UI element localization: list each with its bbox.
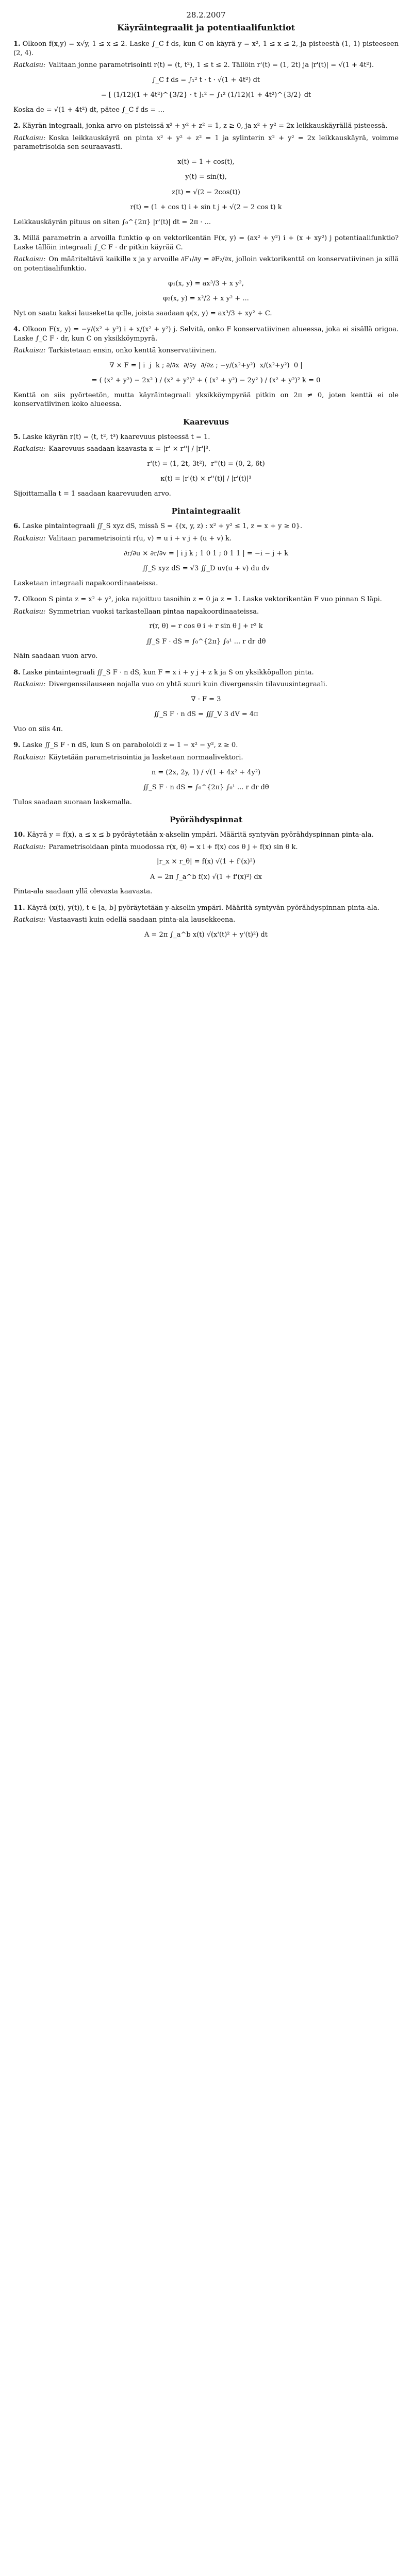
solution-conclusion: Pinta-ala saadaan yllä olevasta kaavasta. xyxy=(13,888,153,896)
problem-question: Olkoon S pinta z = x² + y², joka rajoittuu tasoihin z = 0 ja z = 1. Laske vektorikentän F vuo pinnan S läpi. xyxy=(22,596,382,604)
solution xyxy=(13,916,399,925)
solution xyxy=(13,753,399,762)
solution-text: Tarkistetaan ensin, onko kenttä konservatiivinen. xyxy=(48,347,217,355)
document xyxy=(0,0,412,957)
problem xyxy=(13,122,399,227)
solution xyxy=(13,445,399,454)
solution-text: Divergenssilauseen nojalla vuo on yhtä suuri kuin divergenssin tilavuusintegraali. xyxy=(48,681,327,689)
math-display: A = 2π ∫_a^b f(x) √(1 + f'(x)²) dx xyxy=(150,873,262,881)
problem-statement xyxy=(13,234,399,252)
solution-conclusion: Kenttä on siis pyörteetön, mutta käyräintegraali yksikköympyrää pitkin on 2π ≠ 0, joten kenttä ei ole konservatiivinen koko alueessa. xyxy=(13,391,399,409)
problem-statement xyxy=(13,595,399,604)
section-title: Pyörähdyspinnat xyxy=(170,815,242,825)
solution-text: Parametrisoidaan pinta muodossa r(x, θ) = x i + f(x) cos θ j + f(x) sin θ k. xyxy=(48,843,298,851)
solution-conclusion: Nyt on saatu kaksi lauseketta φ:lle, joista saadaan φ(x, y) = ax³/3 + xy² + C. xyxy=(13,309,272,317)
math-display: x(t) = 1 + cos(t), xyxy=(177,158,235,166)
problem xyxy=(13,831,399,896)
math-display: φ₁(x, y) = ax³/3 + x y², xyxy=(168,279,244,287)
solution-label: Ratkaisu: xyxy=(13,607,46,616)
solution-label: Ratkaisu: xyxy=(13,445,46,453)
problem-statement xyxy=(13,522,399,531)
solution-conclusion: Tulos saadaan suoraan laskemalla. xyxy=(13,798,132,806)
math-display: r'(t) = (1, 2t, 3t²), r''(t) = (0, 2, 6t) xyxy=(147,460,265,468)
solution-label: Ratkaisu: xyxy=(13,843,46,851)
solution-conclusion: Leikkauskäyrän pituus on siten ∫₀^{2π} |r'(t)| dt = 2π · ... xyxy=(13,218,211,226)
problem xyxy=(13,741,399,807)
solution-text: Vastaavasti kuin edellä saadaan pinta-ala lausekkeena. xyxy=(48,916,236,924)
section-title: Pintaintegraalit xyxy=(171,506,241,516)
math-display: ∬_S xyz dS = √3 ∬_D uv(u + v) du dv xyxy=(142,565,270,573)
math-display: ∫_C f ds = ∫₁² t · t · √(1 + 4t²) dt xyxy=(152,76,260,84)
problem-statement xyxy=(13,831,399,840)
solution-label: Ratkaisu: xyxy=(13,753,46,761)
problem xyxy=(13,904,399,940)
math-display: κ(t) = |r'(t) × r''(t)| / |r'(t)|³ xyxy=(160,475,252,483)
solution-label: Ratkaisu: xyxy=(13,916,46,924)
solution xyxy=(13,680,399,689)
problem-statement xyxy=(13,40,399,58)
math-display: φ₂(x, y) = x²/2 + x y² + ... xyxy=(163,295,249,303)
math-display: y(t) = sin(t), xyxy=(185,173,227,181)
problem-question: Laske pintaintegraali ∬_S F · n dS, kun F = x i + y j + z k ja S on yksikköpallon pinta. xyxy=(22,668,314,676)
section-kaarevuus xyxy=(13,417,399,499)
problem-question: Laske ∬_S F · n dS, kun S on paraboloidi z = 1 − x² − y², z ≥ 0. xyxy=(22,741,238,750)
problem xyxy=(13,595,399,661)
math-display: A = 2π ∫_a^b x(t) √(x'(t)² + y'(t)²) dt xyxy=(144,930,268,939)
solution-label: Ratkaisu: xyxy=(13,256,46,264)
math-display: ∇ · F = 3 xyxy=(191,695,221,703)
solution-label: Ratkaisu: xyxy=(13,347,46,355)
problem-question: Laske pintaintegraali ∬_S xyz dS, missä S = {(x, y, z) : x² + y² ≤ 1, z = x + y ≥ 0}. xyxy=(22,522,303,531)
problem xyxy=(13,40,399,114)
math-display: ∬_S F · n dS = ∫₀^{2π} ∫₀¹ ... r dr dθ xyxy=(143,784,269,791)
section-pintaintegraalit xyxy=(13,506,399,807)
solution-label: Ratkaisu: xyxy=(13,681,46,689)
problem-question: Käyrän integraali, jonka arvo on pisteissä x² + y² + z² = 1, z ≥ 0, ja x² + y² = 2x leikkauskäyrällä pisteessä. xyxy=(22,122,388,130)
problem-number: 11. xyxy=(13,904,25,912)
section-pyoraahdyspinnat xyxy=(13,815,399,940)
solution xyxy=(13,134,399,152)
problem-number: 8. xyxy=(13,668,21,676)
solution xyxy=(13,255,399,273)
problem-number: 9. xyxy=(13,741,21,750)
sections-container xyxy=(13,40,399,940)
problem-question: Käyrä (x(t), y(t)), t ∈ [a, b] pyöräytetään y-akselin ympäri. Määritä syntyvän pyörähdyspinnan pinta-ala. xyxy=(27,904,380,912)
solution xyxy=(13,534,399,544)
solution-conclusion: Koska de = √(1 + 4t²) dt, pätee ∫_C f ds = ... xyxy=(13,106,164,114)
problem-question: Olkoon f(x,y) = x√y, 1 ≤ x ≤ 2. Laske ∫_C f ds, kun C on käyrä y = x², 1 ≤ x ≤ 2, ja pisteestä (1, 1) pisteeseen (2, 4). xyxy=(13,40,399,57)
problem-number: 1. xyxy=(13,40,21,48)
math-display: ∬_S F · n dS = ∭_V 3 dV = 4π xyxy=(154,710,258,719)
solution-label: Ratkaisu: xyxy=(13,61,46,70)
solution xyxy=(13,61,399,70)
solution xyxy=(13,346,399,355)
solution-label: Ratkaisu: xyxy=(13,535,46,543)
problem-number: 3. xyxy=(13,234,21,243)
math-display: ∇ × F = | i j k ; ∂/∂x ∂/∂y ∂/∂z ; −y/(x²+y²) x/(x²+y²) 0 | xyxy=(109,361,303,369)
problem-number: 4. xyxy=(13,326,21,334)
problem-statement xyxy=(13,433,399,442)
math-display: ∬_S F · dS = ∫₀^{2π} ∫₀¹ ... r dr dθ xyxy=(146,637,266,646)
solution-text: Valitaan jonne parametrisointi r(t) = (t, t²), 1 ≤ t ≤ 2. Tällöin r'(t) = (1, 2t) ja |r'(t)| = √(1 + 4t²). xyxy=(48,61,374,70)
problem-statement xyxy=(13,325,399,343)
solution-conclusion: Vuo on siis 4π. xyxy=(13,725,63,733)
math-display: r(t) = (1 + cos t) i + sin t j + √(2 − 2 cos t) k xyxy=(130,204,282,212)
solution-text: On määriteltävä kaikille x ja y arvoille ∂F₁/∂y = ∂F₂/∂x, jolloin vektorikenttä on konservatiivinen ja sillä on potentiaalifunktio. xyxy=(13,256,399,273)
problem-question: Olkoon F(x, y) = −y/(x² + y²) i + x/(x² + y²) j. Selvitä, onko F konservatiivinen alueessa, joka ei sisällä origoa. Laske ∫_C F · dr, kun C on yksikköympyrä. xyxy=(13,326,399,343)
document-date: 28.2.2007 xyxy=(186,10,226,20)
math-display: z(t) = √(2 − 2cos(t)) xyxy=(172,188,240,196)
problem xyxy=(13,234,399,318)
solution xyxy=(13,843,399,852)
problem xyxy=(13,433,399,499)
problem-statement xyxy=(13,904,399,913)
problem-number: 6. xyxy=(13,522,21,531)
solution-text: Koska leikkauskäyrä on pinta x² + y² + z² = 1 ja sylinterin x² + y² = 2x leikkauskäyrä, voimme parametrisoida sen seuraavasti. xyxy=(13,134,399,151)
solution xyxy=(13,607,399,617)
problem-question: Käyrä y = f(x), a ≤ x ≤ b pyöräytetään x-akselin ympäri. Määritä syntyvän pyörähdyspinnan pinta-ala. xyxy=(27,831,374,839)
problem-question: Millä parametrin a arvoilla funktio φ on vektorikentän F(x, y) = (ax² + y²) i + (x + xy²) j potentiaalifunktio? Laske tällöin integraali ∫_C F · dr pitkin käyrää C. xyxy=(13,234,399,251)
math-display: n = (2x, 2y, 1) / √(1 + 4x² + 4y²) xyxy=(151,768,261,776)
math-display: ∂r/∂u × ∂r/∂v = | i j k ; 1 0 1 ; 0 1 1 | = −i − j + k xyxy=(123,549,289,557)
problem xyxy=(13,668,399,734)
section-title: Kaarevuus xyxy=(183,417,229,427)
solution-conclusion: Lasketaan integraali napakoordinaateissa. xyxy=(13,579,158,587)
problem-number: 2. xyxy=(13,122,21,130)
math-display: r(r, θ) = r cos θ i + r sin θ j + r² k xyxy=(149,622,263,631)
problem-number: 5. xyxy=(13,433,21,441)
problem xyxy=(13,522,399,588)
solution-text: Symmetrian vuoksi tarkastellaan pintaa napakoordinaateissa. xyxy=(48,607,259,616)
math-display: |r_x × r_θ| = f(x) √(1 + f'(x)²) xyxy=(156,858,255,866)
problem-number: 7. xyxy=(13,596,21,604)
solution-text: Kaarevuus saadaan kaavasta κ = |r' × r''| / |r'|³. xyxy=(48,445,210,453)
problem xyxy=(13,325,399,409)
solution-conclusion: Näin saadaan vuon arvo. xyxy=(13,652,98,660)
problem-statement xyxy=(13,122,399,131)
solution-text: Valitaan parametrisointi r(u, v) = u i + v j + (u + v) k. xyxy=(48,535,232,543)
document-title: Käyräintegraalit ja potentiaalifunktiot xyxy=(117,23,295,32)
problem-statement xyxy=(13,668,399,677)
problem-question: Laske käyrän r(t) = (t, t², t³) kaarevuus pisteessä t = 1. xyxy=(22,433,210,441)
problem-number: 10. xyxy=(13,831,25,839)
solution-label: Ratkaisu: xyxy=(13,134,46,142)
math-display: = [ (1/12)(1 + 4t²)^{3/2} · t ]₁² − ∫₁² (1/12)(1 + 4t²)^{3/2} dt xyxy=(101,91,311,99)
math-display: = ( (x² + y²) − 2x² ) / (x² + y²)² + ( (x² + y²) − 2y² ) / (x² + y²)² k = 0 xyxy=(91,377,321,385)
section-kayraintegraalit xyxy=(13,40,399,409)
problem-statement xyxy=(13,741,399,750)
solution-text: Käytetään parametrisointia ja lasketaan normaalivektori. xyxy=(48,753,243,761)
solution-conclusion: Sijoittamalla t = 1 saadaan kaarevuuden arvo. xyxy=(13,489,171,498)
